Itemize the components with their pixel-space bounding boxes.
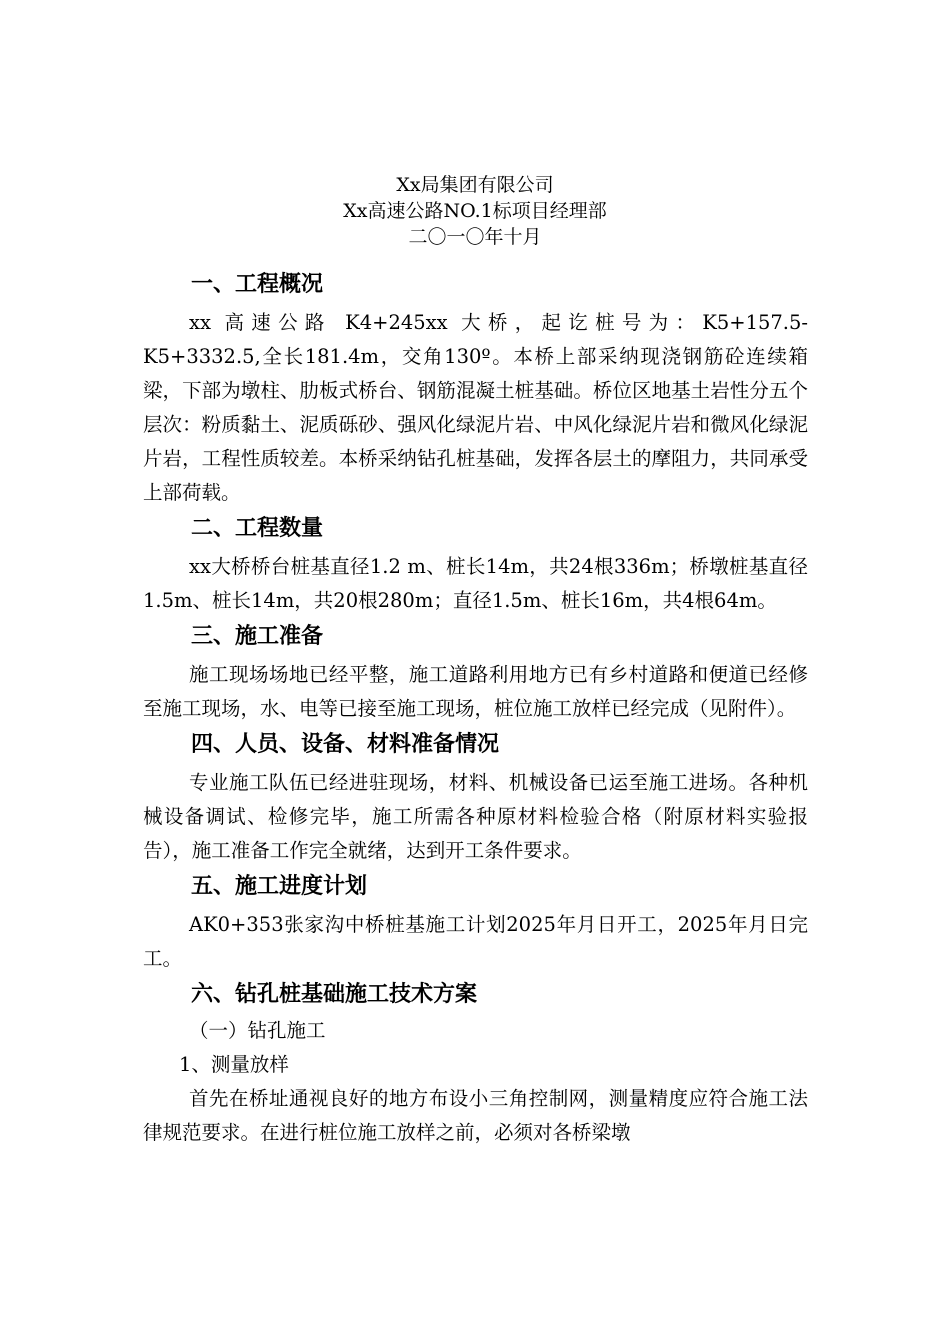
subsection-drilling: （一）钻孔施工 (189, 1019, 326, 1042)
section-para-preparation: 施工现场场地已经平整，施工道路利用地方已有乡村道路和便道已经修至施工现场，水、电等已接至施工现场，桩位施工放样已经完成（见附件）。 (143, 663, 808, 720)
section-heading-resources: 四、人员、设备、材料准备情况 (191, 732, 500, 757)
section-heading-preparation: 三、施工准备 (191, 624, 324, 649)
section-para-survey: 首先在桥址通视良好的地方布设小三角控制网，测量精度应符合施工法律规范要求。在进行桩位施工放样之前，必须对各桥梁墩 (143, 1087, 808, 1144)
section-para-schedule: AK0+353张家沟中桥桩基施工计划2025年月日开工，2025年月日完工。 (143, 913, 808, 970)
subsection-survey: 1、测量放样 (179, 1053, 289, 1076)
section-heading-quantity: 二、工程数量 (191, 516, 324, 541)
company-name: Xx局集团有限公司 (396, 174, 554, 196)
section-heading-overview: 一、工程概况 (191, 272, 324, 297)
section-para-overview: xx 高速公路 K4+245xx 大桥，起讫桩号为：K5+157.5-K5+3332.5,全长181.4m，交角130º。本桥上部采纳现浇钢筋砼连续箱梁，下部为墩柱、肋板式桥台、钢筋混凝土桩基础。桥位区地基土岩性分五个层次：粉质黏土、泥质砾砂、强风化绿泥片岩、中风化绿泥片岩和微风化绿泥片岩，工程性质较差。本桥采纳钻孔桩基础，发挥各层土的摩阻力，共同承受上部荷载。 (143, 311, 808, 504)
section-para-quantity: xx大桥桥台桩基直径1.2 m、桩长14m，共24根336m；桥墩桩基直径1.5m、桩长14m，共20根280m；直径1.5m、桩长16m，共4根64m。 (143, 555, 808, 612)
section-para-resources: 专业施工队伍已经进驻现场，材料、机械设备已运至施工进场。各种机械设备调试、检修完毕，施工所需各种原材料检验合格（附原材料实验报告），施工准备工作完全就绪，达到开工条件要求。 (143, 771, 808, 862)
department-name: Xx高速公路NO.1标项目经理部 (343, 200, 607, 222)
document-body (143, 268, 808, 1150)
section-heading-schedule: 五、施工进度计划 (191, 874, 368, 899)
document-date: 二〇一〇年十月 (408, 226, 542, 248)
section-heading-technical-plan: 六、钻孔桩基础施工技术方案 (191, 982, 478, 1007)
